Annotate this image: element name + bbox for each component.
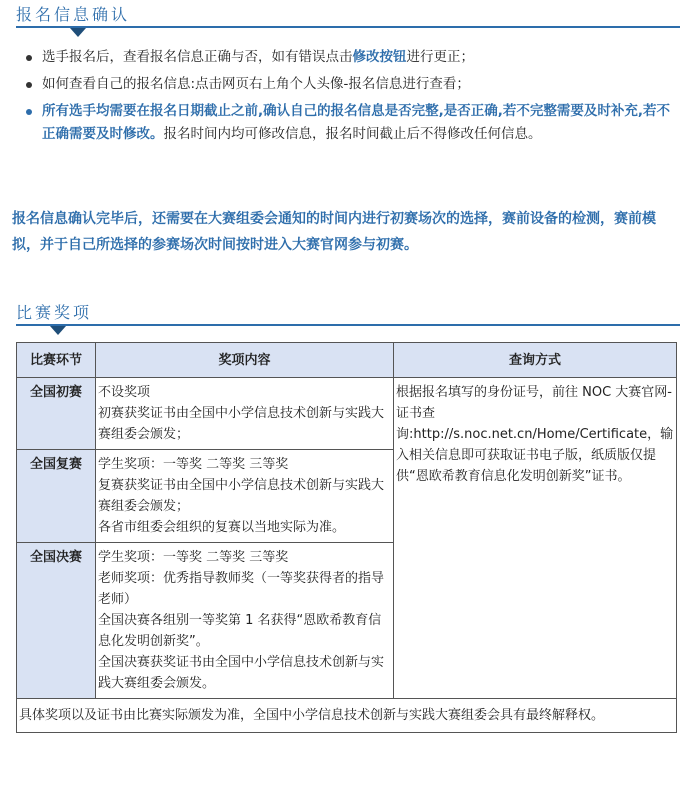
bullet-dot-icon bbox=[26, 55, 32, 61]
bullet-text: 报名时间内均可修改信息，报名时间截止后不得修改任何信息。 bbox=[163, 126, 542, 142]
table-row bbox=[17, 378, 677, 450]
heading-marker-icon bbox=[50, 326, 66, 335]
content-line: 全国决赛获奖证书由全国中小学信息技术创新与实践大赛组委会颁发。 bbox=[98, 655, 385, 691]
content-line: 老师奖项：优秀指导教师奖（一等奖获得者的指导老师） bbox=[98, 571, 385, 607]
stage-cell: 全国初赛 bbox=[17, 378, 96, 450]
header-content: 奖项内容 bbox=[96, 343, 394, 378]
content-line: 各省市组委会组织的复赛以当地实际为准。 bbox=[98, 520, 346, 535]
content-line: 全国决赛各组别一等奖第 1 名获得“恩欧希教育信息化发明创新奖”。 bbox=[98, 613, 382, 649]
footer-note: 具体奖项以及证书由比赛实际颁发为准，全国中小学信息技术创新与实践大赛组委会具有最终解释权。 bbox=[17, 699, 677, 733]
table-header-row bbox=[17, 343, 677, 378]
query-text: ，输入相关信息即可获取证书电子版，纸质版仅提供“恩欧希教育信息化发明创新奖”证书。 bbox=[396, 427, 674, 484]
content-line: 复赛获奖证书由全国中小学信息技术创新与实践大赛组委会颁发； bbox=[98, 478, 385, 514]
registration-notice: 报名信息确认完毕后，还需要在大赛组委会通知的时间内进行初赛场次的选择，赛前设备的检测，赛前模拟，并于自己所选择的参赛场次时间按时进入大赛官网参与初赛。 bbox=[12, 211, 656, 253]
content-line: 初赛获奖证书由全国中小学信息技术创新与实践大赛组委会颁发； bbox=[98, 406, 385, 442]
bullet-dot-icon bbox=[26, 82, 32, 88]
modify-button-link[interactable]: 修改按钮 bbox=[352, 49, 407, 65]
stage-cell: 全国复赛 bbox=[17, 450, 96, 543]
content-cell bbox=[96, 543, 394, 699]
header-stage: 比赛环节 bbox=[17, 343, 96, 378]
stage-cell: 全国决赛 bbox=[17, 543, 96, 699]
bullet-text: 选手报名后，查看报名信息正确与否，如有错误点击 bbox=[42, 49, 353, 65]
table-footer-row bbox=[17, 699, 677, 733]
bullet-text: 进行更正； bbox=[406, 49, 474, 65]
header-query: 查询方式 bbox=[394, 343, 677, 378]
content-line: 学生奖项：一等奖 二等奖 三等奖 bbox=[98, 550, 289, 565]
query-cell bbox=[394, 378, 677, 699]
bullet-item bbox=[24, 100, 680, 146]
registration-bullet-list bbox=[24, 46, 680, 150]
content-line: 不设奖项 bbox=[98, 385, 151, 400]
content-cell bbox=[96, 450, 394, 543]
certificate-link[interactable]: http://s.noc.net.cn/Home/Certificate bbox=[413, 427, 648, 442]
bullet-text: 如何查看自己的报名信息:点击网页右上角个人头像-报名信息进行查看； bbox=[42, 76, 470, 92]
query-text: 根据报名填写的身份证号，前往 NOC 大赛官网-证书查询: bbox=[396, 385, 672, 442]
awards-table bbox=[16, 342, 677, 733]
section-title-awards: 比赛奖项 bbox=[16, 303, 93, 322]
heading-marker-icon bbox=[70, 28, 86, 37]
bullet-item bbox=[24, 73, 680, 96]
content-line: 学生奖项：一等奖 二等奖 三等奖 bbox=[98, 457, 289, 472]
content-cell bbox=[96, 378, 394, 450]
bullet-emphasis-text: 所有选手均需要在报名日期截止之前,确认自己的报名信息是否完整,是否正确,若不完整需要及时补充,若不正确需要及时修改。 bbox=[42, 103, 671, 142]
section-rule bbox=[16, 26, 680, 28]
section-title-registration: 报名信息确认 bbox=[16, 5, 131, 24]
bullet-item bbox=[24, 46, 680, 69]
section-rule bbox=[16, 324, 680, 326]
bullet-dot-icon bbox=[26, 109, 32, 115]
